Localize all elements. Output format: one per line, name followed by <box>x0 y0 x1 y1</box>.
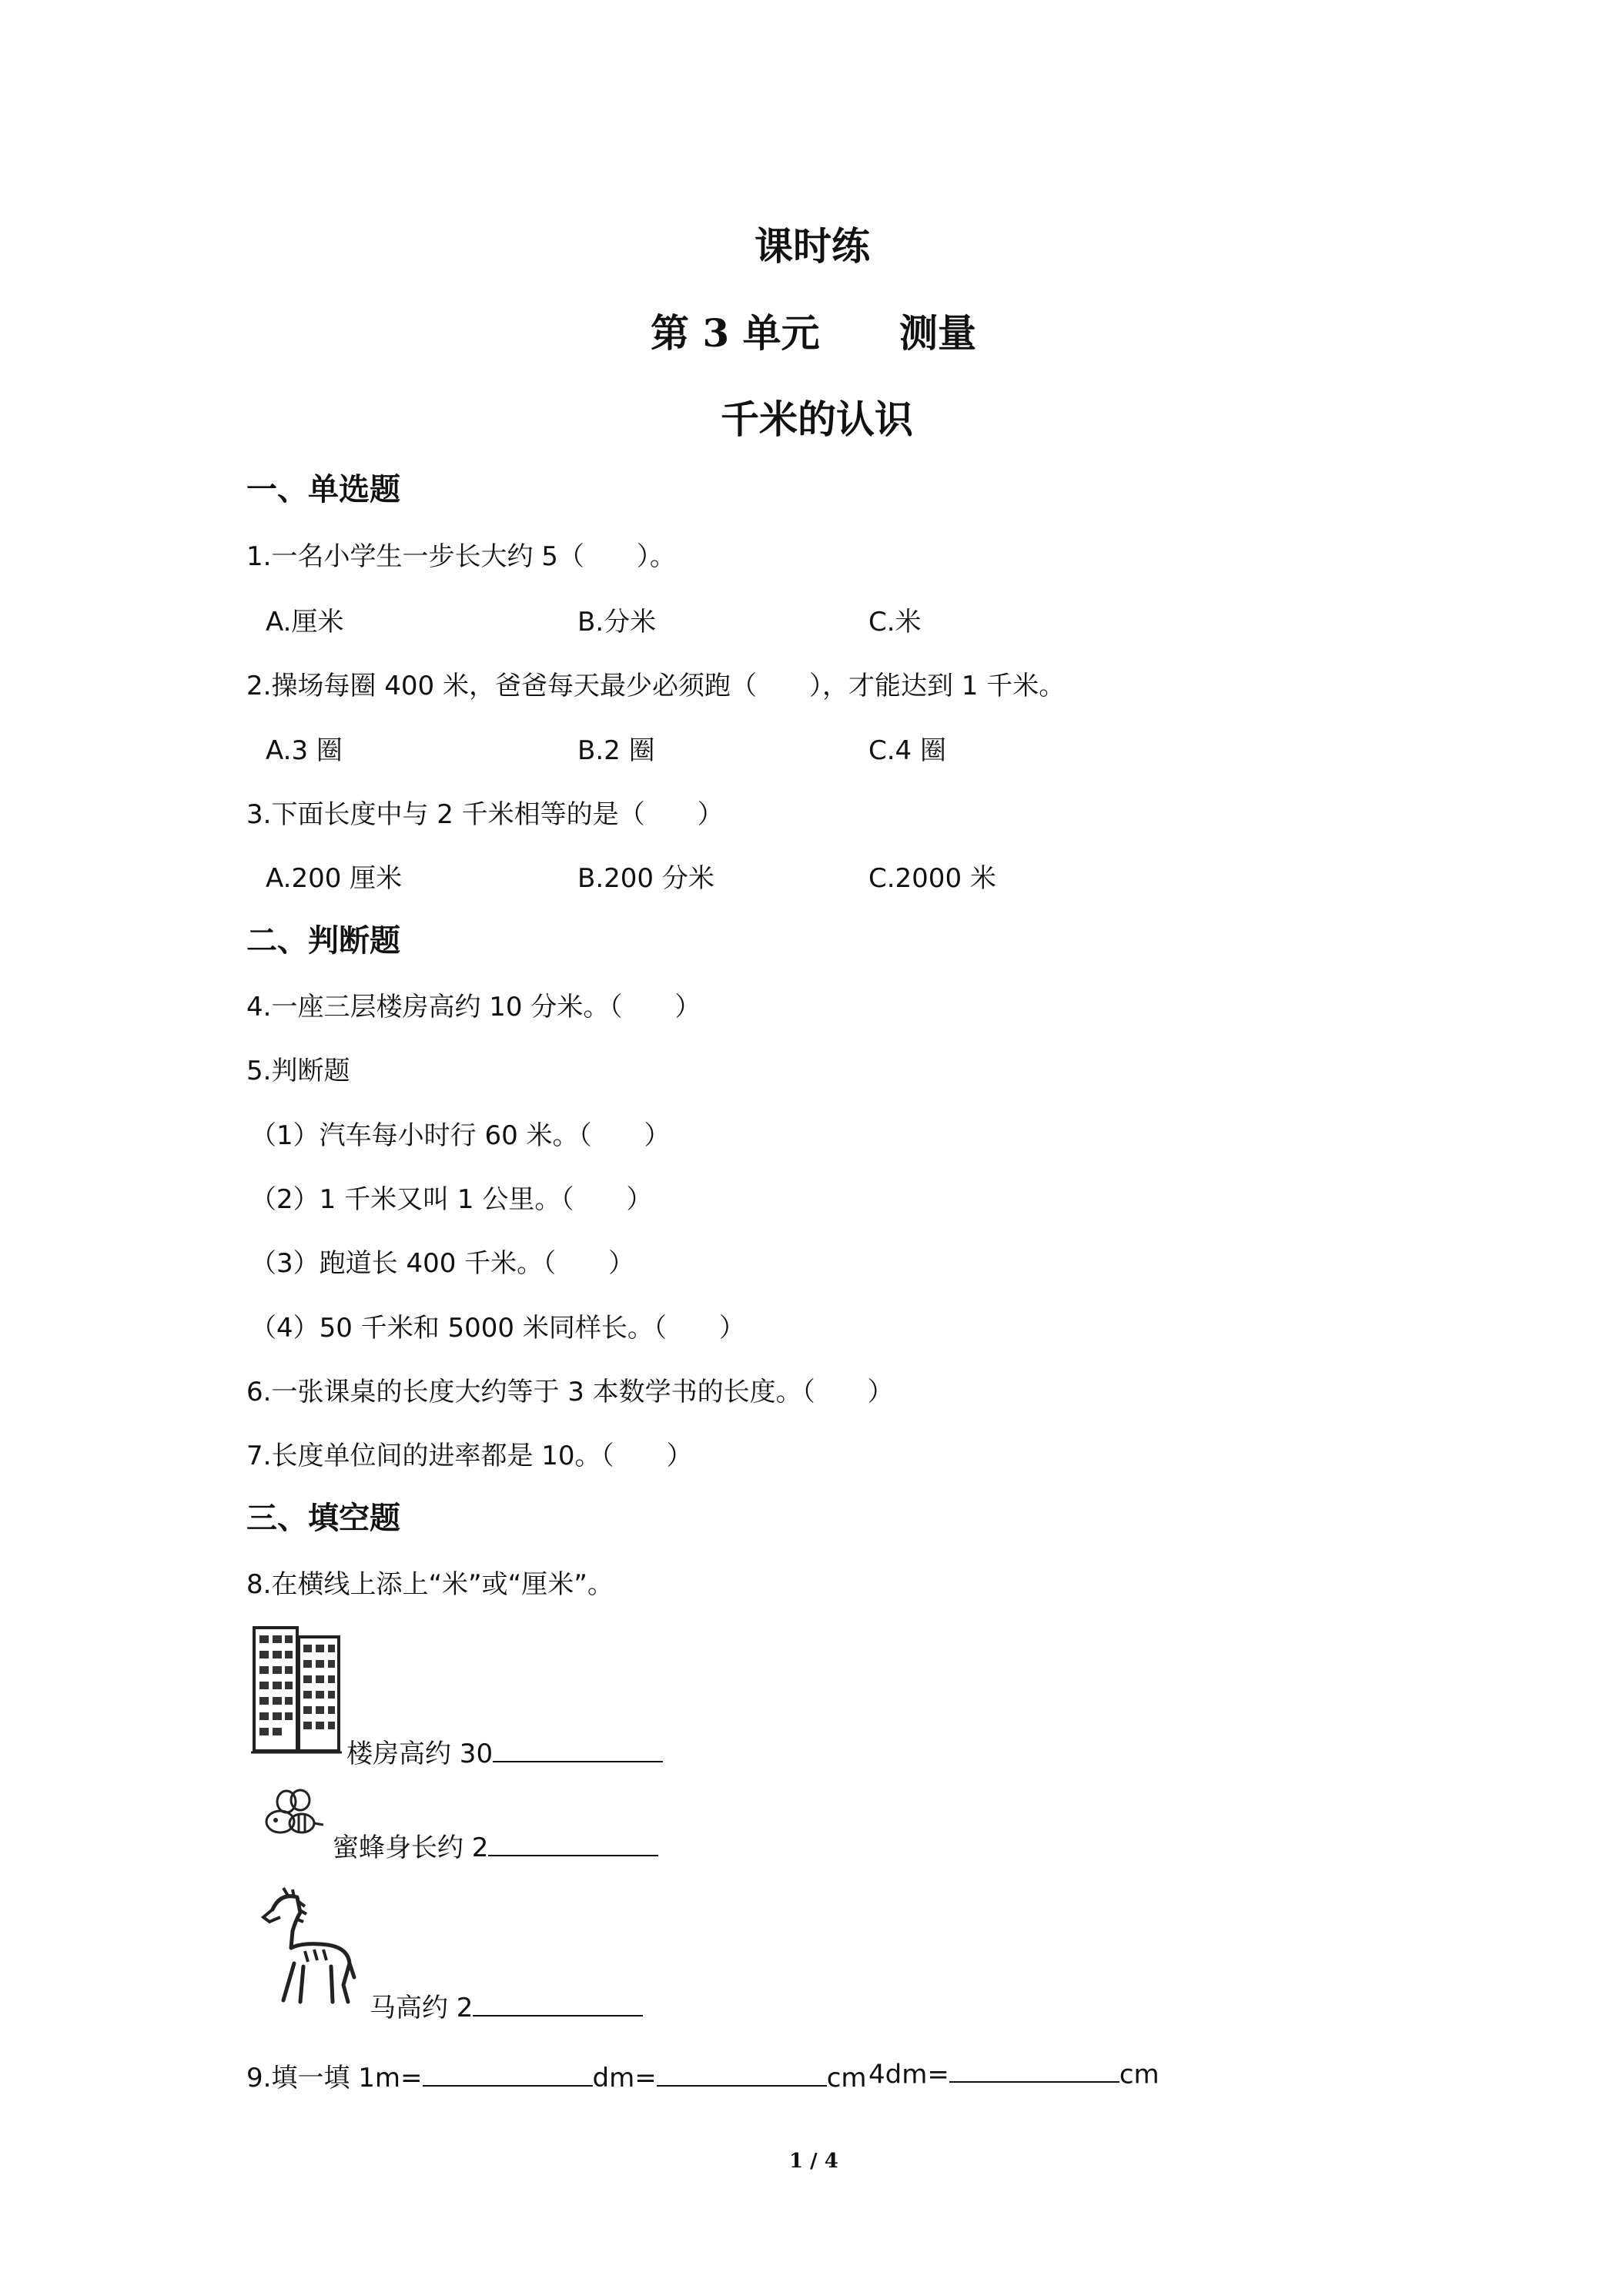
question-2-option-c: C.4 圈 <box>868 735 946 766</box>
question-2-option-b: B.2 圈 <box>577 735 655 766</box>
question-6: 6.一张课桌的长度大约等于 3 本数学书的长度。（ ） <box>246 1377 894 1407</box>
horse-height-text: 马高约 2 <box>370 1993 474 2023</box>
bee-length-text: 蜜蜂身长约 2 <box>333 1832 489 1863</box>
q9-blank-cm[interactable] <box>657 2060 827 2087</box>
building-image <box>251 1623 343 1758</box>
question-9-end-2: cm <box>1119 2059 1160 2090</box>
question-4: 4.一座三层楼房高约 10 分米。（ ） <box>246 992 701 1022</box>
horse-answer-blank[interactable] <box>473 1990 643 2017</box>
question-3-option-c: C.2000 米 <box>868 863 996 894</box>
question-3-option-b: B.200 分米 <box>577 863 714 894</box>
horse-image <box>257 1886 365 2010</box>
question-3-option-a: A.200 厘米 <box>266 863 403 894</box>
question-7: 7.长度单位间的进率都是 10。（ ） <box>246 1441 693 1471</box>
bee-image <box>257 1786 326 1842</box>
question-9-lead-2: 4dm= <box>868 2059 949 2090</box>
question-5-item-2: （2）1 千米又叫 1 公里。（ ） <box>250 1184 653 1215</box>
question-5-item-4: （4）50 千米和 5000 米同样长。（ ） <box>250 1313 745 1344</box>
question-9-end: cm <box>826 2063 867 2094</box>
doc-title: 课时练 <box>755 223 870 269</box>
question-2-option-a: A.3 圈 <box>266 735 343 766</box>
question-9-mid: dm= <box>592 2063 657 2094</box>
lesson-title: 千米的认识 <box>721 397 913 442</box>
question-9-lead: 9.填一填 1m= <box>246 2063 423 2094</box>
question-9-part-2 <box>868 2057 1160 2090</box>
question-3-stem: 3.下面长度中与 2 千米相等的是（ ） <box>246 799 724 830</box>
question-8-horse-line <box>370 1986 643 2024</box>
section-heading-single-choice: 一、单选题 <box>246 471 400 507</box>
section-heading-true-false: 二、判断题 <box>246 922 400 959</box>
building-height-text: 楼房高约 30 <box>346 1739 494 1769</box>
question-1-stem: 1.一名小学生一步长大约 5（ ）。 <box>246 541 676 572</box>
question-1-option-b: B.分米 <box>577 607 657 638</box>
question-1-option-a: A.厘米 <box>266 607 344 638</box>
page-number: 1 / 4 <box>789 2150 838 2173</box>
question-2-stem: 2.操场每圈 400 米，爸爸每天最少必须跑（ ），才能达到 1 千米。 <box>246 671 1066 701</box>
unit-topic: 测量 <box>899 310 976 356</box>
question-5-item-3: （3）跑道长 400 千米。（ ） <box>250 1248 635 1279</box>
question-9-part-1 <box>246 2057 867 2094</box>
question-1-option-c: C.米 <box>868 607 922 638</box>
building-answer-blank[interactable] <box>493 1736 663 1762</box>
question-8-stem: 8.在横线上添上“米”或“厘米”。 <box>246 1569 614 1600</box>
q9-blank-dm[interactable] <box>423 2060 593 2087</box>
question-8-building-line <box>346 1732 663 1770</box>
question-5-stem: 5.判断题 <box>246 1056 350 1086</box>
question-8-bee-line <box>333 1826 658 1864</box>
section-heading-fill-blank: 三、填空题 <box>246 1500 400 1536</box>
bee-answer-blank[interactable] <box>488 1830 658 1856</box>
question-5-item-1: （1）汽车每小时行 60 米。（ ） <box>250 1120 671 1151</box>
q9-blank-cm-2[interactable] <box>949 2057 1119 2083</box>
unit-label: 第 3 单元 <box>651 310 820 356</box>
